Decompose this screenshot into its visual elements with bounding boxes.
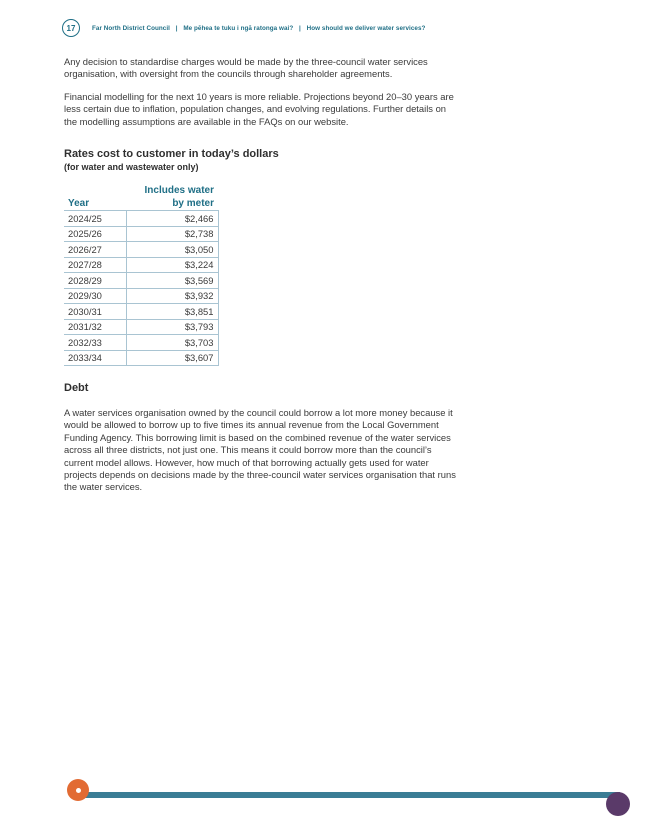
value-cell: $2,466 [126, 211, 218, 227]
table-row [64, 288, 218, 304]
year-cell: 2024/25 [64, 211, 126, 227]
table-row [64, 242, 218, 258]
separator: | [175, 24, 178, 32]
table-row [64, 273, 218, 289]
table-row [64, 350, 218, 366]
column-header-value-line2: by meter [172, 197, 214, 209]
value-cell: $3,607 [126, 350, 218, 366]
table-row [64, 226, 218, 242]
year-cell: 2033/34 [64, 350, 126, 366]
english-title: How should we deliver water services? [306, 24, 426, 32]
footer-dot-icon [67, 779, 89, 801]
intro-paragraph-2: Financial modelling for the next 10 years is more reliable. Projections beyond 20–30 years are less certain due to inflation, population changes, and evolving regulations. Further details on the modelling assumptions are available in the FAQs on our website. [64, 90, 454, 127]
year-cell: 2029/30 [64, 288, 126, 304]
column-header-year: Year [68, 197, 90, 209]
table-row [64, 257, 218, 273]
year-cell: 2030/31 [64, 304, 126, 320]
page-content [64, 56, 456, 505]
value-cell: $3,569 [126, 273, 218, 289]
value-cell: $2,738 [126, 226, 218, 242]
year-cell: 2027/28 [64, 257, 126, 273]
column-header-value-line1: Includes water [144, 185, 214, 197]
year-cell: 2032/33 [64, 335, 126, 351]
page-number-badge: 17 [62, 19, 80, 37]
intro-paragraph-1: Any decision to standardise charges would be made by the three-council water services organisation, with oversight from the councils through shareholder agreements. [64, 56, 428, 80]
rates-table [64, 185, 219, 366]
page-header [62, 19, 425, 37]
council-name: Far North District Council [92, 24, 170, 32]
value-cell: $3,050 [126, 242, 218, 258]
debt-heading: Debt [64, 382, 89, 395]
value-cell: $3,224 [126, 257, 218, 273]
year-cell: 2025/26 [64, 226, 126, 242]
value-cell: $3,851 [126, 304, 218, 320]
debt-paragraph: A water services organisation owned by the council could borrow a lot more money because it would be allowed to borrow up to five times its annual revenue from the Local Government Funding Agency. This borrowing limit is based on the combined revenue of the water services across all three districts, not just one. This means it could borrow more than the council’s current model allows. However, how much of that borrowing actually gets used for water projects depends on decisions made by the three-council water services organisation that runs the water services. [64, 407, 456, 493]
separator: | [299, 24, 301, 32]
year-cell: 2028/29 [64, 273, 126, 289]
table-row [64, 304, 218, 320]
table-row [64, 211, 218, 227]
year-cell: 2026/27 [64, 242, 126, 258]
year-cell: 2031/32 [64, 319, 126, 335]
table-row [64, 335, 218, 351]
value-cell: $3,703 [126, 335, 218, 351]
table-row [64, 319, 218, 335]
footer-end-circle-icon [606, 792, 630, 816]
table-title: Rates cost to customer in today’s dollars [64, 148, 279, 161]
running-head [92, 25, 425, 32]
value-cell: $3,793 [126, 319, 218, 335]
column-header-value [126, 185, 218, 211]
table-subtitle: (for water and wastewater only) [64, 162, 199, 173]
table-header-row [64, 185, 218, 211]
maori-title: Me pēhea te tuku i ngā ratonga wai? [183, 24, 294, 32]
value-cell: $3,932 [126, 288, 218, 304]
footer-bar [80, 792, 620, 798]
